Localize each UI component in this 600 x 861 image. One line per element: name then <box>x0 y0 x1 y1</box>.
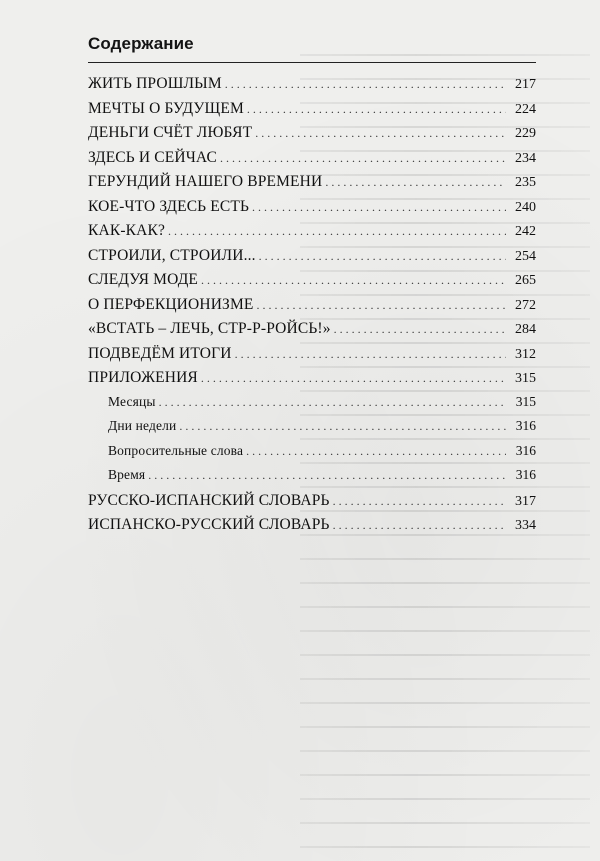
table-of-contents <box>88 75 536 541</box>
toc-entry-title: Время <box>108 467 146 482</box>
toc-entry-page-number: 315 <box>515 371 536 386</box>
toc-entry <box>88 198 536 223</box>
toc-entry <box>88 75 536 100</box>
toc-entry <box>88 100 536 125</box>
toc-entry <box>88 271 536 296</box>
dot-leader <box>168 224 506 239</box>
toc-entry-title: КОЕ-ЧТО ЗДЕСЬ ЕСТЬ <box>88 197 250 215</box>
dot-leader <box>255 126 506 141</box>
dot-leader <box>325 175 506 190</box>
toc-entry-page-number: 284 <box>515 322 536 337</box>
toc-entry-title: ПРИЛОЖЕНИЯ <box>88 369 198 386</box>
toc-entry-page-number: 240 <box>515 199 536 215</box>
dot-leader <box>333 494 506 509</box>
toc-entry <box>88 516 536 541</box>
toc-entry-page-number: 315 <box>515 393 536 409</box>
toc-entry-page-number: 254 <box>515 248 536 264</box>
toc-entry <box>88 149 536 174</box>
toc-entry-page-number: 234 <box>515 150 536 166</box>
dot-leader <box>179 419 506 434</box>
dot-leader <box>252 200 506 215</box>
toc-entry-page-number: 317 <box>515 493 536 509</box>
toc-entry-title: ЗДЕСЬ И СЕЙЧАС <box>88 148 217 166</box>
toc-entry-title: РУССКО-ИСПАНСКИЙ СЛОВАРЬ <box>88 491 330 509</box>
dot-leader <box>159 395 506 410</box>
dot-leader <box>246 444 506 459</box>
toc-subentry <box>88 394 536 419</box>
toc-entry-title: МЕЧТЫ О БУДУЩЕМ <box>88 99 244 117</box>
toc-entry-title: ИСПАНСКО-РУССКИЙ СЛОВАРЬ <box>88 516 330 533</box>
toc-entry-page-number: 229 <box>515 126 536 141</box>
dot-leader <box>225 77 506 92</box>
toc-entry-title: ГЕРУНДИЙ НАШЕГО ВРЕМЕНИ <box>88 173 323 190</box>
toc-entry-title: Дни недели <box>108 418 177 433</box>
toc-subentry <box>88 443 536 468</box>
toc-entry-title: Месяцы <box>108 393 156 409</box>
toc-entry <box>88 492 536 517</box>
page-title: Содержание <box>88 34 194 53</box>
toc-entry-title: СЛЕДУЯ МОДЕ <box>88 271 199 288</box>
toc-entry-page-number: 312 <box>515 346 536 362</box>
dot-leader <box>235 347 506 362</box>
toc-entry-title: Вопросительные слова <box>108 442 244 458</box>
toc-entry-title: О ПЕРФЕКЦИОНИЗМЕ <box>88 295 254 313</box>
toc-entry <box>88 124 536 149</box>
dot-leader <box>259 249 506 264</box>
toc-subentry <box>88 418 536 443</box>
dot-leader <box>148 468 506 483</box>
toc-entry-title: ПОДВЕДЁМ ИТОГИ <box>88 344 232 362</box>
dot-leader <box>333 518 506 533</box>
toc-entry-title: ДЕНЬГИ СЧЁТ ЛЮБЯТ <box>88 124 253 141</box>
toc-entry <box>88 222 536 247</box>
toc-entry-page-number: 316 <box>515 467 536 482</box>
toc-entry-page-number: 272 <box>515 297 536 313</box>
toc-entry-page-number: 316 <box>515 418 536 433</box>
toc-entry <box>88 247 536 272</box>
toc-entry <box>88 345 536 370</box>
dot-leader <box>201 273 506 288</box>
toc-subentry <box>88 467 536 492</box>
toc-entry-page-number: 316 <box>515 442 536 458</box>
toc-entry-page-number: 265 <box>515 273 536 288</box>
dot-leader <box>247 102 506 117</box>
toc-entry-page-number: 334 <box>515 518 536 533</box>
dot-leader <box>220 151 506 166</box>
toc-entry <box>88 173 536 198</box>
header-rule <box>88 62 536 63</box>
toc-entry <box>88 296 536 321</box>
toc-entry-title: ЖИТЬ ПРОШЛЫМ <box>88 75 222 92</box>
dot-leader <box>257 298 506 313</box>
toc-entry <box>88 369 536 394</box>
toc-entry-page-number: 235 <box>515 175 536 190</box>
dot-leader <box>201 371 506 386</box>
toc-entry-title: СТРОИЛИ, СТРОИЛИ... <box>88 246 256 264</box>
dot-leader <box>334 322 506 337</box>
toc-entry-title: КАК-КАК? <box>88 222 165 239</box>
toc-entry-page-number: 224 <box>515 101 536 117</box>
toc-entry-page-number: 217 <box>515 77 536 92</box>
toc-entry-page-number: 242 <box>515 224 536 239</box>
toc-entry <box>88 320 536 345</box>
toc-entry-title: «ВСТАТЬ – ЛЕЧЬ, СТР-Р-РОЙСЬ!» <box>88 320 331 337</box>
